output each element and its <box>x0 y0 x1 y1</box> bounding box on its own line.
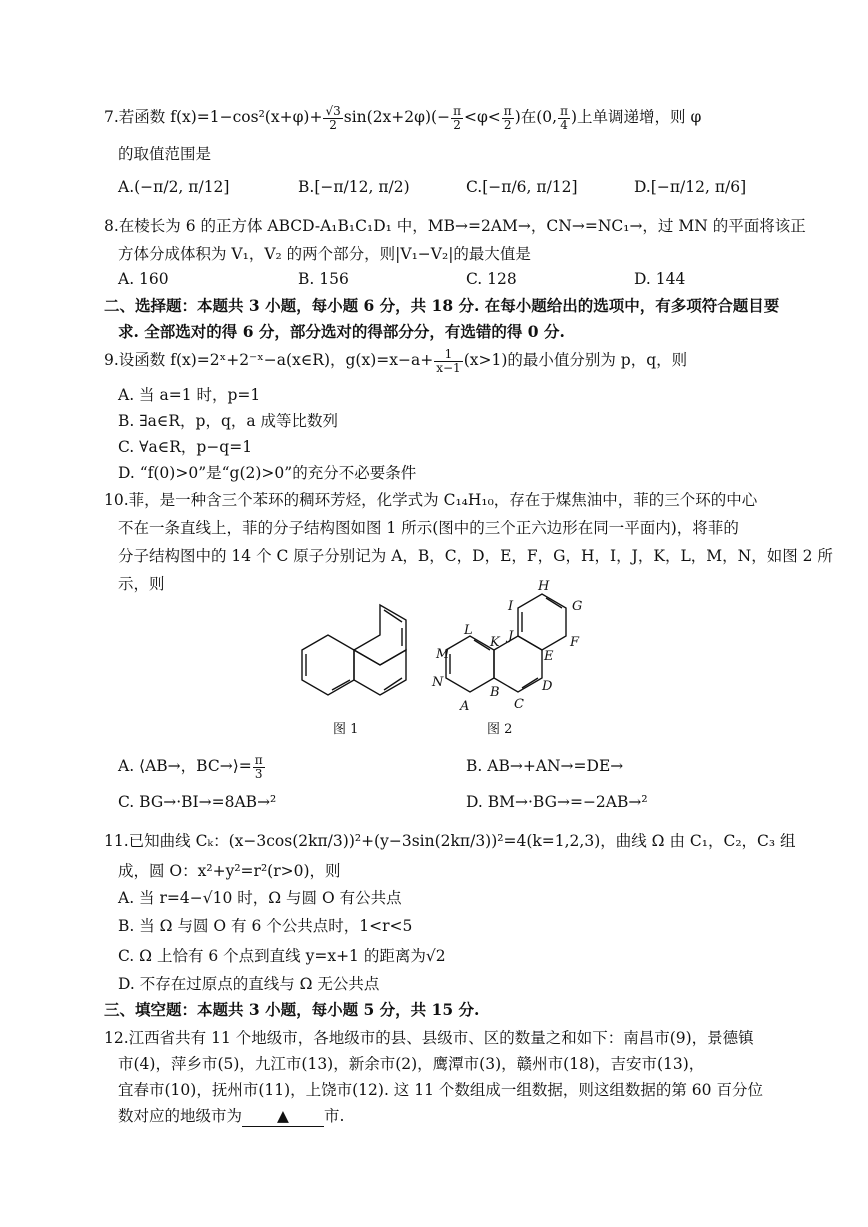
q9-stem-part1: 9.设函数 f(x)=2ˣ+2⁻ˣ−a(x∈R)，g(x)=x−a+ <box>104 351 434 369</box>
q8-option-d: D. 144 <box>634 270 686 288</box>
q9-option-c: C. ∀a∈R，p−q=1 <box>118 438 253 456</box>
atom-label-g: G <box>572 599 583 614</box>
q11-line1: 11.已知曲线 Cₖ：(x−3cos(2kπ/3))²+(y−3sin(2kπ/3))²=4(k=1,2,3)，曲线 Ω 由 C₁，C₂，C₃ 组 <box>104 832 796 850</box>
q8-option-b: B. 156 <box>298 270 349 288</box>
q10-option-a-frac <box>253 754 265 781</box>
q10-option-c: C. BG→·BI→=8AB→² <box>118 793 277 811</box>
frac-denominator: x−1 <box>436 360 461 375</box>
q11-option-c: C. Ω 上恰有 6 个点到直线 y=x+1 的距离为√2 <box>118 947 446 965</box>
q7-stem-part1: 7.若函数 f(x)=1−cos²(x+φ)+ <box>104 108 323 126</box>
atom-label-e: E <box>544 649 554 664</box>
atom-label-n: N <box>432 675 444 690</box>
frac-denominator: 2 <box>453 117 461 132</box>
q9-option-b: B. ∃a∈R，p，q，a 成等比数列 <box>118 412 339 430</box>
atom-label-m: M <box>436 647 450 662</box>
q10-option-d: D. BM→·BG→=−2AB→² <box>466 793 648 811</box>
q8-line1: 8.在棱长为 6 的正方体 ABCD-A₁B₁C₁D₁ 中，MB→=2AM→，CN→=NC₁→，过 MN 的平面将该正 <box>104 217 806 235</box>
q8-option-c: C. 128 <box>466 270 517 288</box>
atom-label-d: D <box>542 679 553 694</box>
section2-heading-line2: 求. 全部选对的得 6 分，部分选对的得部分分，有选错的得 0 分. <box>118 322 565 341</box>
figure-2-caption: 图 2 <box>487 722 513 737</box>
frac-numerator: √3 <box>325 103 341 118</box>
fig1-ring-middle <box>354 605 406 665</box>
section2-heading-line1: 二、选择题：本题共 3 小题，每小题 6 分，共 18 分. 在每小题给出的选项中，有多项符合题目要 <box>104 296 780 315</box>
fig1-ring-right <box>354 650 406 695</box>
q8-option-a: A. 160 <box>118 270 169 288</box>
section3-heading: 三、填空题：本题共 3 小题，每小题 5 分，共 15 分. <box>104 1000 480 1019</box>
q11-option-b: B. 当 Ω 与圆 O 有 6 个公共点时，1<r<5 <box>118 917 413 935</box>
q10-option-a-text: A. ⟨AB→，BC→⟩= <box>118 757 252 775</box>
q9-option-d: D. “f(0)>0”是“g(2)>0”的充分不必要条件 <box>118 464 417 482</box>
frac-numerator: π <box>503 103 512 118</box>
atom-label-k: K <box>490 635 500 650</box>
q7-stem-part3: <φ< <box>463 108 501 126</box>
q10-option-a <box>118 748 266 784</box>
q12-line4-suffix: 市. <box>324 1107 345 1125</box>
q11-option-a: A. 当 r=4−√10 时，Ω 与圆 O 有公共点 <box>118 889 402 907</box>
figure-1-phenanthrene <box>280 598 440 718</box>
atom-label-j: J <box>508 629 514 644</box>
q7-option-d: D.[−π/12, π/6] <box>634 178 747 196</box>
atom-label-l: L <box>464 623 473 638</box>
q12-line2: 市(4)，萍乡市(5)，九江市(13)，新余市(2)，鹰潭市(3)，赣州市(18)，吉安市(13)， <box>118 1055 705 1073</box>
fig2-ring-middle <box>494 636 542 692</box>
q10-line2: 不在一条直线上，菲的分子结构图如图 1 所示(图中的三个正六边形在同一平面内)，将菲的 <box>118 519 739 537</box>
q10-option-b: B. AB→+AN→=DE→ <box>466 757 624 775</box>
triangle-icon: ▲ <box>277 1107 289 1125</box>
q7-stem-part5: )上单调递增，则 φ <box>570 108 702 126</box>
q9-stem <box>104 342 687 378</box>
atom-label-f: F <box>570 635 580 650</box>
frac-numerator: π <box>453 103 461 118</box>
q10-line3: 分子结构图中的 14 个 C 原子分别记为 A，B，C，D，E，F，G，H，I，J，K，L，M，N，如图 2 所 <box>118 547 833 565</box>
q12-line4 <box>118 1102 344 1130</box>
q7-stem-line2: 的取值范围是 <box>118 145 212 163</box>
q12-line1: 12.江西省共有 11 个地级市，各地级市的县、县级市、区的数量之和如下：南昌市(9)，景德镇 <box>104 1029 754 1047</box>
frac-numerator: π <box>254 752 263 767</box>
q9-stem-part2: (x>1)的最小值分别为 p，q，则 <box>463 351 688 369</box>
q12-line4-text: 数对应的地级市为 <box>118 1107 243 1125</box>
fig2-ring-top <box>518 594 566 650</box>
frac-numerator: 1 <box>434 348 462 362</box>
q7-option-c: C.[−π/6, π/12] <box>466 178 578 196</box>
atom-label-b: B <box>490 685 500 700</box>
atom-label-a: A <box>460 699 470 714</box>
q7-frac-pi2a <box>451 105 463 132</box>
frac-denominator: 3 <box>254 766 263 781</box>
fig2-ring-left <box>446 636 494 692</box>
q9-frac <box>434 348 462 375</box>
q7-stem-part2: sin(2x+2φ)(− <box>343 108 451 126</box>
q7-frac-pi2b <box>502 105 514 132</box>
q10-line4: 示，则 <box>118 575 165 593</box>
frac-numerator: π <box>560 103 568 118</box>
q7-option-a: A.(−π/2, π/12] <box>118 178 230 196</box>
q7-stem-part4: )在(0, <box>514 108 558 126</box>
q11-line2: 成，圆 O：x²+y²=r²(r>0)，则 <box>118 862 341 880</box>
figure-1-caption: 图 1 <box>333 722 359 737</box>
frac-denominator: 2 <box>503 117 512 132</box>
figure-2-labeled-structure <box>426 578 596 718</box>
q7-stem <box>104 100 701 134</box>
q8-line2: 方体分成体积为 V₁，V₂ 的两个部分，则|V₁−V₂|的最大值是 <box>118 245 531 263</box>
atom-label-h: H <box>538 579 550 594</box>
q7-frac-sqrt3 <box>323 105 342 132</box>
q11-option-d: D. 不存在过原点的直线与 Ω 无公共点 <box>118 975 380 993</box>
q7-option-b: B.[−π/12, π/2) <box>298 178 410 196</box>
atom-label-i: I <box>508 599 514 614</box>
q12-line3: 宜春市(10)，抚州市(11)，上饶市(12). 这 11 个数组成一组数据，则这组数据的第 60 百分位 <box>118 1081 763 1099</box>
q9-option-a: A. 当 a=1 时，p=1 <box>118 386 261 404</box>
q7-frac-pi4 <box>558 105 570 132</box>
answer-blank[interactable] <box>242 1106 324 1127</box>
atom-label-c: C <box>514 697 524 712</box>
q10-line1: 10.菲，是一种含三个苯环的稠环芳烃，化学式为 C₁₄H₁₀，存在于煤焦油中，菲的三个环的中心 <box>104 491 758 509</box>
frac-denominator: 4 <box>560 117 568 132</box>
fig1-ring-left <box>302 635 354 695</box>
frac-denominator: 2 <box>329 117 337 132</box>
